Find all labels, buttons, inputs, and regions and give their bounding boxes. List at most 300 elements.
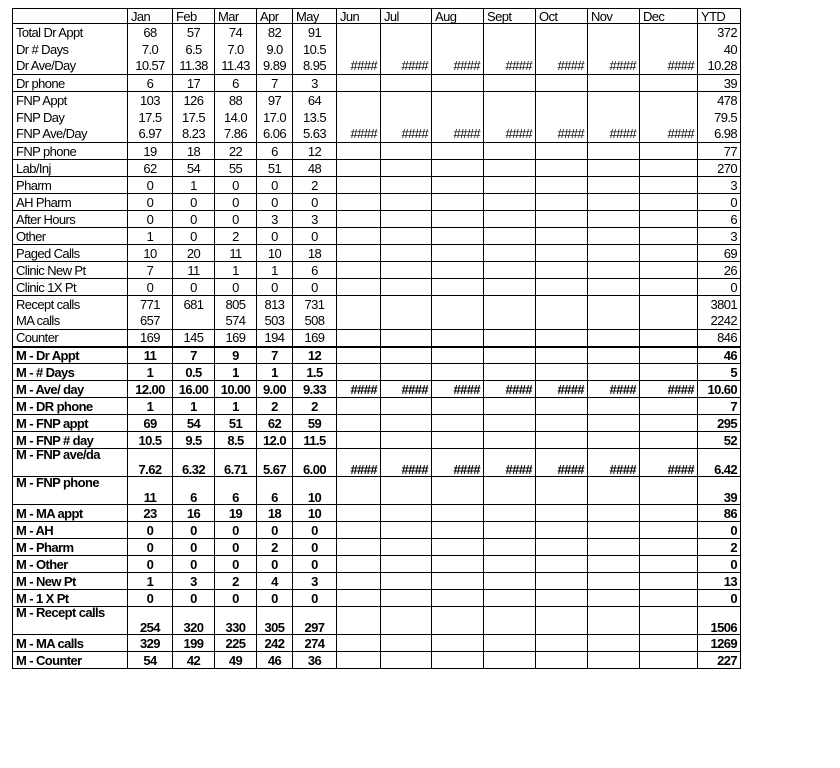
cell-jan: 68	[128, 24, 173, 41]
cell-jun	[337, 211, 381, 228]
cell-ytd: 3801	[698, 296, 741, 313]
cell-nov	[588, 635, 640, 652]
cell-ytd: 39	[698, 477, 741, 505]
cell-nov	[588, 211, 640, 228]
cell-feb: 0	[173, 279, 215, 296]
cell-jan: 254	[128, 607, 173, 635]
cell-jun	[337, 279, 381, 296]
cell-ytd: 5	[698, 364, 741, 381]
table-row	[13, 652, 741, 669]
cell-mar: 14.0	[215, 109, 257, 126]
cell-aug	[432, 194, 484, 211]
cell-jul	[381, 573, 432, 590]
cell-aug	[432, 607, 484, 635]
cell-aug	[432, 652, 484, 669]
cell-nov	[588, 41, 640, 58]
cell-ytd: 86	[698, 505, 741, 522]
cell-nov	[588, 652, 640, 669]
cell-ytd: 6.98	[698, 126, 741, 143]
cell-sept	[484, 590, 536, 607]
cell-dec	[640, 24, 698, 41]
cell-oct	[536, 109, 588, 126]
cell-jul	[381, 160, 432, 177]
cell-may: 2	[293, 177, 337, 194]
cell-jun	[337, 262, 381, 279]
header-oct: Oct	[536, 9, 588, 24]
cell-jan: 10.5	[128, 432, 173, 449]
table-row	[13, 330, 741, 347]
cell-jun	[337, 505, 381, 522]
cell-mar: 2	[215, 228, 257, 245]
cell-nov	[588, 245, 640, 262]
cell-feb: 11.38	[173, 58, 215, 75]
cell-mar: 11.43	[215, 58, 257, 75]
cell-oct	[536, 415, 588, 432]
cell-dec	[640, 607, 698, 635]
cell-jul	[381, 194, 432, 211]
cell-sept	[484, 652, 536, 669]
table-row	[13, 432, 741, 449]
cell-sept: ####	[484, 58, 536, 75]
cell-oct	[536, 573, 588, 590]
cell-jul	[381, 415, 432, 432]
cell-mar: 8.5	[215, 432, 257, 449]
cell-may: 2	[293, 398, 337, 415]
cell-may: 508	[293, 313, 337, 330]
cell-feb: 0	[173, 194, 215, 211]
cell-sept	[484, 194, 536, 211]
cell-dec	[640, 228, 698, 245]
cell-jan: 0	[128, 556, 173, 573]
row-label: Paged Calls	[13, 245, 128, 262]
cell-jan: 62	[128, 160, 173, 177]
cell-oct	[536, 279, 588, 296]
cell-jun	[337, 364, 381, 381]
cell-jul: ####	[381, 58, 432, 75]
cell-feb: 3	[173, 573, 215, 590]
cell-ytd: 77	[698, 143, 741, 160]
cell-aug	[432, 573, 484, 590]
row-label: M - # Days	[13, 364, 128, 381]
table-row	[13, 522, 741, 539]
row-label: FNP Ave/Day	[13, 126, 128, 143]
cell-feb: 0	[173, 211, 215, 228]
cell-dec	[640, 262, 698, 279]
header-row	[13, 9, 741, 24]
monthly-stats-table	[12, 8, 741, 669]
cell-may: 5.63	[293, 126, 337, 143]
cell-ytd: 46	[698, 347, 741, 364]
header-ytd: YTD	[698, 9, 741, 24]
row-label: Recept calls	[13, 296, 128, 313]
cell-feb: 57	[173, 24, 215, 41]
cell-jul	[381, 590, 432, 607]
cell-aug	[432, 143, 484, 160]
cell-sept	[484, 24, 536, 41]
cell-jun	[337, 330, 381, 347]
cell-jan: 11	[128, 477, 173, 505]
cell-jul	[381, 211, 432, 228]
cell-jan: 12.00	[128, 381, 173, 398]
cell-dec	[640, 160, 698, 177]
row-label: M - FNP appt	[13, 415, 128, 432]
cell-aug	[432, 347, 484, 364]
cell-dec	[640, 109, 698, 126]
cell-ytd: 79.5	[698, 109, 741, 126]
row-label: M - Dr Appt	[13, 347, 128, 364]
cell-aug	[432, 296, 484, 313]
cell-jul	[381, 539, 432, 556]
row-label: Pharm	[13, 177, 128, 194]
cell-ytd: 478	[698, 92, 741, 109]
cell-ytd: 227	[698, 652, 741, 669]
cell-feb: 11	[173, 262, 215, 279]
cell-mar: 0	[215, 590, 257, 607]
cell-aug	[432, 313, 484, 330]
cell-nov	[588, 228, 640, 245]
cell-jul	[381, 262, 432, 279]
cell-may: 6	[293, 262, 337, 279]
cell-jun	[337, 296, 381, 313]
cell-feb: 126	[173, 92, 215, 109]
cell-nov	[588, 177, 640, 194]
cell-may: 3	[293, 211, 337, 228]
table-row	[13, 279, 741, 296]
cell-jun	[337, 556, 381, 573]
cell-apr: 0	[257, 522, 293, 539]
cell-mar: 9	[215, 347, 257, 364]
cell-may: 48	[293, 160, 337, 177]
cell-oct: ####	[536, 381, 588, 398]
cell-nov: ####	[588, 449, 640, 477]
table-row	[13, 590, 741, 607]
cell-feb: 54	[173, 415, 215, 432]
cell-jan: 0	[128, 539, 173, 556]
cell-oct	[536, 262, 588, 279]
cell-ytd: 1506	[698, 607, 741, 635]
cell-ytd: 10.28	[698, 58, 741, 75]
table-row	[13, 364, 741, 381]
cell-nov: ####	[588, 126, 640, 143]
cell-jul	[381, 652, 432, 669]
cell-may: 36	[293, 652, 337, 669]
cell-jun	[337, 24, 381, 41]
cell-aug	[432, 228, 484, 245]
cell-apr: 6	[257, 477, 293, 505]
row-label: M - Recept calls	[13, 607, 128, 635]
cell-dec	[640, 296, 698, 313]
cell-dec: ####	[640, 381, 698, 398]
cell-apr: 10	[257, 245, 293, 262]
cell-dec	[640, 556, 698, 573]
cell-ytd: 26	[698, 262, 741, 279]
row-label: Total Dr Appt	[13, 24, 128, 41]
cell-aug	[432, 262, 484, 279]
header-aug: Aug	[432, 9, 484, 24]
cell-jan: 329	[128, 635, 173, 652]
cell-apr: 62	[257, 415, 293, 432]
cell-feb: 17.5	[173, 109, 215, 126]
cell-jan: 10	[128, 245, 173, 262]
cell-jan: 17.5	[128, 109, 173, 126]
cell-jun	[337, 590, 381, 607]
row-label: M - MA calls	[13, 635, 128, 652]
cell-feb: 0.5	[173, 364, 215, 381]
cell-oct	[536, 228, 588, 245]
cell-aug	[432, 556, 484, 573]
cell-oct	[536, 635, 588, 652]
cell-oct	[536, 177, 588, 194]
table-row	[13, 347, 741, 364]
table-row	[13, 177, 741, 194]
cell-jul	[381, 313, 432, 330]
row-label: M - MA appt	[13, 505, 128, 522]
cell-apr: 82	[257, 24, 293, 41]
cell-dec	[640, 194, 698, 211]
cell-oct	[536, 211, 588, 228]
row-label: MA calls	[13, 313, 128, 330]
cell-dec	[640, 177, 698, 194]
cell-may: 64	[293, 92, 337, 109]
cell-mar: 0	[215, 177, 257, 194]
cell-jan: 7.0	[128, 41, 173, 58]
cell-sept	[484, 432, 536, 449]
row-label: FNP Appt	[13, 92, 128, 109]
cell-may: 0	[293, 194, 337, 211]
cell-apr: 0	[257, 228, 293, 245]
cell-jun	[337, 477, 381, 505]
table-row	[13, 160, 741, 177]
cell-mar: 55	[215, 160, 257, 177]
cell-mar: 0	[215, 211, 257, 228]
cell-jun	[337, 607, 381, 635]
cell-oct: ####	[536, 126, 588, 143]
cell-apr: 6	[257, 143, 293, 160]
cell-oct	[536, 590, 588, 607]
cell-aug	[432, 92, 484, 109]
cell-jan: 657	[128, 313, 173, 330]
cell-sept	[484, 607, 536, 635]
cell-oct	[536, 556, 588, 573]
cell-jan: 23	[128, 505, 173, 522]
cell-jul: ####	[381, 449, 432, 477]
cell-jul	[381, 177, 432, 194]
cell-apr: 46	[257, 652, 293, 669]
cell-apr: 0	[257, 556, 293, 573]
cell-jan: 103	[128, 92, 173, 109]
table-row	[13, 228, 741, 245]
cell-oct	[536, 364, 588, 381]
cell-jun: ####	[337, 58, 381, 75]
cell-apr: 0	[257, 194, 293, 211]
cell-apr: 503	[257, 313, 293, 330]
table-row	[13, 477, 741, 505]
cell-may: 6.00	[293, 449, 337, 477]
table-row	[13, 75, 741, 92]
cell-sept	[484, 522, 536, 539]
cell-ytd: 6.42	[698, 449, 741, 477]
cell-feb: 1	[173, 177, 215, 194]
cell-oct	[536, 398, 588, 415]
cell-mar: 7.86	[215, 126, 257, 143]
cell-ytd: 40	[698, 41, 741, 58]
cell-nov	[588, 296, 640, 313]
cell-feb: 9.5	[173, 432, 215, 449]
cell-feb: 145	[173, 330, 215, 347]
cell-nov	[588, 398, 640, 415]
cell-jun	[337, 347, 381, 364]
cell-sept	[484, 477, 536, 505]
cell-apr: 1	[257, 364, 293, 381]
cell-feb: 1	[173, 398, 215, 415]
cell-apr: 242	[257, 635, 293, 652]
cell-aug: ####	[432, 126, 484, 143]
cell-oct	[536, 477, 588, 505]
cell-nov	[588, 607, 640, 635]
cell-jun	[337, 109, 381, 126]
cell-mar: 574	[215, 313, 257, 330]
cell-may: 10	[293, 477, 337, 505]
cell-feb: 320	[173, 607, 215, 635]
cell-dec	[640, 92, 698, 109]
cell-apr: 0	[257, 177, 293, 194]
cell-jun	[337, 432, 381, 449]
cell-oct: ####	[536, 449, 588, 477]
table-row	[13, 194, 741, 211]
cell-dec	[640, 245, 698, 262]
row-label: FNP phone	[13, 143, 128, 160]
cell-jul	[381, 364, 432, 381]
cell-feb: 7	[173, 347, 215, 364]
cell-may: 18	[293, 245, 337, 262]
cell-sept	[484, 143, 536, 160]
row-label: Clinic 1X Pt	[13, 279, 128, 296]
cell-jul	[381, 245, 432, 262]
cell-sept	[484, 573, 536, 590]
cell-mar: 22	[215, 143, 257, 160]
cell-dec	[640, 505, 698, 522]
cell-aug	[432, 245, 484, 262]
cell-jul	[381, 143, 432, 160]
cell-jun: ####	[337, 126, 381, 143]
cell-nov	[588, 573, 640, 590]
row-label: M - 1 X Pt	[13, 590, 128, 607]
cell-jan: 771	[128, 296, 173, 313]
cell-aug	[432, 477, 484, 505]
cell-apr: 194	[257, 330, 293, 347]
cell-oct	[536, 432, 588, 449]
row-label: M - FNP phone	[13, 477, 128, 505]
row-label: M - FNP ave/da	[13, 449, 128, 477]
header-jul: Jul	[381, 9, 432, 24]
cell-nov	[588, 262, 640, 279]
cell-nov	[588, 590, 640, 607]
cell-jan: 6.97	[128, 126, 173, 143]
cell-dec	[640, 347, 698, 364]
cell-may: 3	[293, 75, 337, 92]
cell-dec	[640, 652, 698, 669]
cell-dec	[640, 635, 698, 652]
table-row	[13, 92, 741, 109]
cell-jul: ####	[381, 381, 432, 398]
cell-apr: 305	[257, 607, 293, 635]
cell-sept	[484, 635, 536, 652]
cell-jun	[337, 635, 381, 652]
table-row	[13, 126, 741, 143]
header-mar: Mar	[215, 9, 257, 24]
cell-nov	[588, 415, 640, 432]
cell-dec	[640, 573, 698, 590]
cell-sept	[484, 398, 536, 415]
cell-aug	[432, 590, 484, 607]
cell-jul	[381, 24, 432, 41]
cell-oct	[536, 92, 588, 109]
cell-aug	[432, 279, 484, 296]
header-sept: Sept	[484, 9, 536, 24]
cell-ytd: 52	[698, 432, 741, 449]
cell-may: 274	[293, 635, 337, 652]
cell-may: 12	[293, 143, 337, 160]
cell-feb: 6	[173, 477, 215, 505]
cell-oct	[536, 160, 588, 177]
cell-apr: 7	[257, 75, 293, 92]
row-label: Clinic New Pt	[13, 262, 128, 279]
cell-feb: 16	[173, 505, 215, 522]
cell-feb: 6.5	[173, 41, 215, 58]
cell-nov	[588, 330, 640, 347]
cell-aug	[432, 160, 484, 177]
cell-may: 1.5	[293, 364, 337, 381]
row-label: Lab/Inj	[13, 160, 128, 177]
cell-oct	[536, 330, 588, 347]
cell-ytd: 846	[698, 330, 741, 347]
cell-feb: 0	[173, 556, 215, 573]
cell-jul: ####	[381, 126, 432, 143]
cell-aug	[432, 24, 484, 41]
table-row	[13, 313, 741, 330]
cell-feb: 0	[173, 539, 215, 556]
cell-sept	[484, 109, 536, 126]
cell-oct	[536, 143, 588, 160]
cell-mar: 7.0	[215, 41, 257, 58]
cell-jun	[337, 652, 381, 669]
cell-jul	[381, 109, 432, 126]
cell-jun: ####	[337, 381, 381, 398]
cell-ytd: 0	[698, 194, 741, 211]
cell-apr: 12.0	[257, 432, 293, 449]
cell-may: 0	[293, 228, 337, 245]
cell-mar: 49	[215, 652, 257, 669]
table-row	[13, 24, 741, 41]
header-feb: Feb	[173, 9, 215, 24]
cell-oct	[536, 652, 588, 669]
cell-dec	[640, 522, 698, 539]
cell-jun	[337, 522, 381, 539]
cell-sept	[484, 364, 536, 381]
cell-ytd: 69	[698, 245, 741, 262]
cell-feb: 16.00	[173, 381, 215, 398]
cell-dec	[640, 432, 698, 449]
cell-feb: 18	[173, 143, 215, 160]
cell-may: 10.5	[293, 41, 337, 58]
cell-sept	[484, 347, 536, 364]
cell-jan: 1	[128, 228, 173, 245]
cell-aug	[432, 522, 484, 539]
header-jan: Jan	[128, 9, 173, 24]
cell-dec	[640, 477, 698, 505]
cell-jun	[337, 194, 381, 211]
cell-jun	[337, 92, 381, 109]
